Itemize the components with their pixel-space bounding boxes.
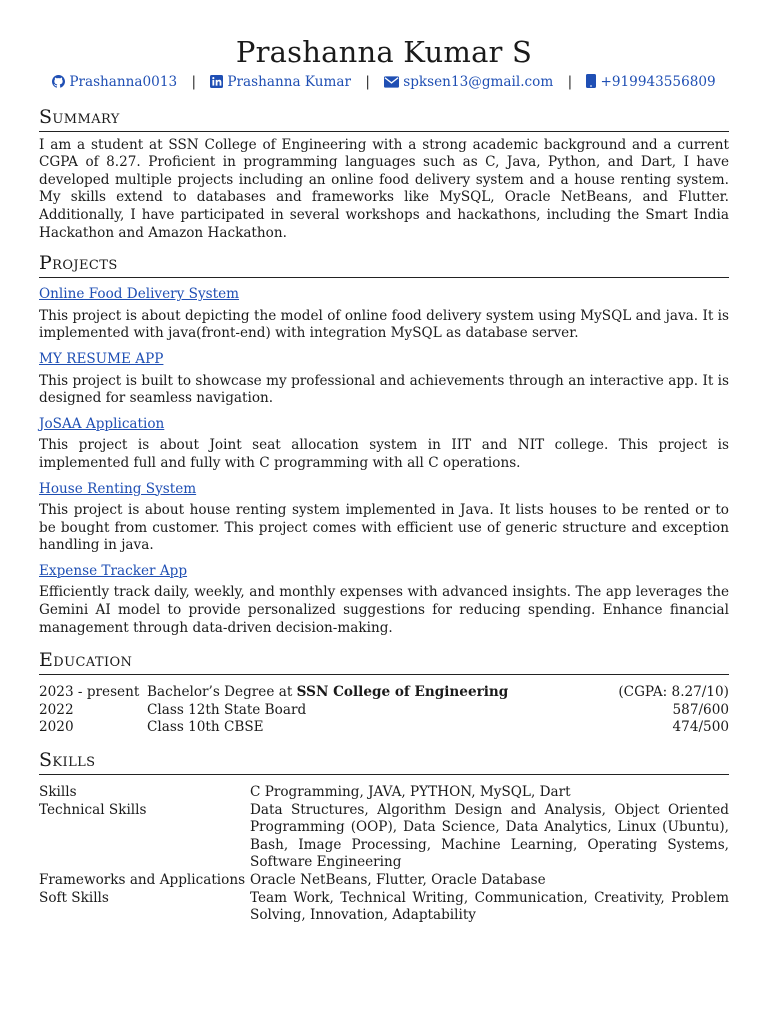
project-description: Efficiently track daily, weekly, and monthly expenses with advanced insights. The app leverages the Gemini AI model to provide personalized suggestions for reducing spending. Enhance financial management through data-driven decision-making.: [39, 584, 729, 636]
mobile-phone-icon: [586, 74, 596, 94]
project-item: [39, 286, 729, 343]
linkedin-name: Prashanna Kumar: [227, 74, 351, 90]
github-icon: [52, 75, 65, 94]
resume-page: [39, 34, 729, 925]
education-degree: [147, 702, 593, 720]
separator: |: [567, 74, 573, 90]
project-item: [39, 351, 729, 408]
education-section: [39, 649, 729, 737]
skill-category: Skills: [39, 784, 77, 801]
summary-text: I am a student at SSN College of Engineering with a strong academic background and a current CGPA of 8.27. Proficient in programming languages such as C, Java, Python, and Dart, I have developed multiple projects including an online food delivery system and a house renting system. My skills extend to databases and frameworks like MySQL, Oracle NetBeans, and Flutter. Additionally, I have participated in several workshops and hackathons, including the Smart India Hackathon and Amazon Hackathon.: [39, 136, 729, 241]
section-title-summary: Summary: [39, 106, 729, 132]
project-title-link[interactable]: Online Food Delivery System: [39, 286, 240, 303]
project-description: This project is about Joint seat allocation system in IIT and NIT college. This project is implemented full and fully with C programming with all C operations.: [39, 437, 729, 471]
project-title-link[interactable]: House Renting System: [39, 480, 197, 497]
table-row: [39, 784, 729, 802]
project-description: This project is about depicting the model of online food delivery system using MySQL and java. It is implemented with java(front-end) with integration MySQL as database server.: [39, 307, 729, 342]
skill-category: Frameworks and Applications: [39, 872, 246, 888]
skill-list: Data Structures, Algorithm Design and Analysis, Object Oriented Programming (OOP), Data Science, Data Analytics, Linux (Ubuntu), Bash, Image Processing, Machine Learning, Operating Systems, Software Engineering: [250, 801, 729, 871]
linkedin-icon: [210, 75, 223, 94]
project-title-link[interactable]: Expense Tracker App: [39, 562, 188, 579]
education-score: 587/600: [672, 701, 729, 718]
projects-section: [39, 252, 729, 637]
section-title-skills: Skills: [39, 749, 729, 775]
email-address: spksen13@gmail.com: [403, 74, 554, 90]
table-row: [39, 890, 729, 925]
degree-text: Class 12th State Board: [147, 701, 307, 718]
phone-link[interactable]: [586, 74, 715, 90]
education-score: 474/500: [672, 719, 729, 736]
education-year: 2023 - present: [39, 684, 140, 701]
github-username: Prashanna0013: [69, 74, 178, 90]
table-row: [39, 684, 729, 702]
candidate-name: Prashanna Kumar S: [235, 35, 533, 69]
project-description: This project is about house renting system implemented in Java. It lists houses to be rented or to be bought from customer. This project comes with efficient use of generic structure and exception handling in java.: [39, 502, 729, 554]
envelope-icon: [384, 76, 399, 94]
table-row: [39, 719, 729, 737]
skill-list: Oracle NetBeans, Flutter, Oracle Database: [250, 872, 546, 888]
project-item: [39, 481, 729, 555]
degree-text: Class 10th CBSE: [147, 719, 264, 736]
project-title-link[interactable]: MY RESUME APP: [39, 350, 164, 367]
table-row: [39, 702, 729, 720]
education-degree: [147, 684, 593, 702]
institution-name: SSN College of Engineering: [296, 684, 509, 701]
github-link[interactable]: [52, 74, 181, 90]
degree-text: Bachelor’s Degree at: [147, 684, 297, 701]
skill-category: Technical Skills: [39, 801, 147, 818]
project-item: [39, 416, 729, 473]
education-year: 2022: [39, 701, 74, 718]
contact-bar: [39, 74, 729, 94]
project-item: [39, 563, 729, 637]
phone-number: +919943556809: [600, 74, 716, 90]
separator: |: [365, 74, 370, 90]
email-link[interactable]: [384, 74, 557, 90]
section-title-projects: Projects: [39, 252, 729, 278]
separator: |: [191, 74, 197, 90]
table-row: [39, 802, 729, 872]
linkedin-link[interactable]: [210, 74, 355, 90]
skills-table: [39, 784, 729, 925]
education-degree: [147, 719, 593, 737]
education-score: (CGPA: 8.27/10): [618, 684, 729, 701]
summary-section: [39, 106, 729, 243]
skills-section: [39, 749, 729, 925]
project-title-link[interactable]: JoSAA Application: [39, 415, 165, 432]
education-table: [39, 684, 729, 737]
skill-list: Team Work, Technical Writing, Communication, Creativity, Problem Solving, Innovation, Adaptability: [250, 889, 729, 924]
education-year: 2020: [39, 719, 74, 736]
skill-list: C Programming, JAVA, PYTHON, MySQL, Dart: [250, 784, 571, 801]
skill-category: Soft Skills: [39, 889, 109, 906]
project-description: This project is built to showcase my professional and achievements through an interactive app. It is designed for seamless navigation.: [39, 372, 729, 407]
section-title-education: Education: [39, 649, 729, 675]
table-row: [39, 872, 729, 890]
